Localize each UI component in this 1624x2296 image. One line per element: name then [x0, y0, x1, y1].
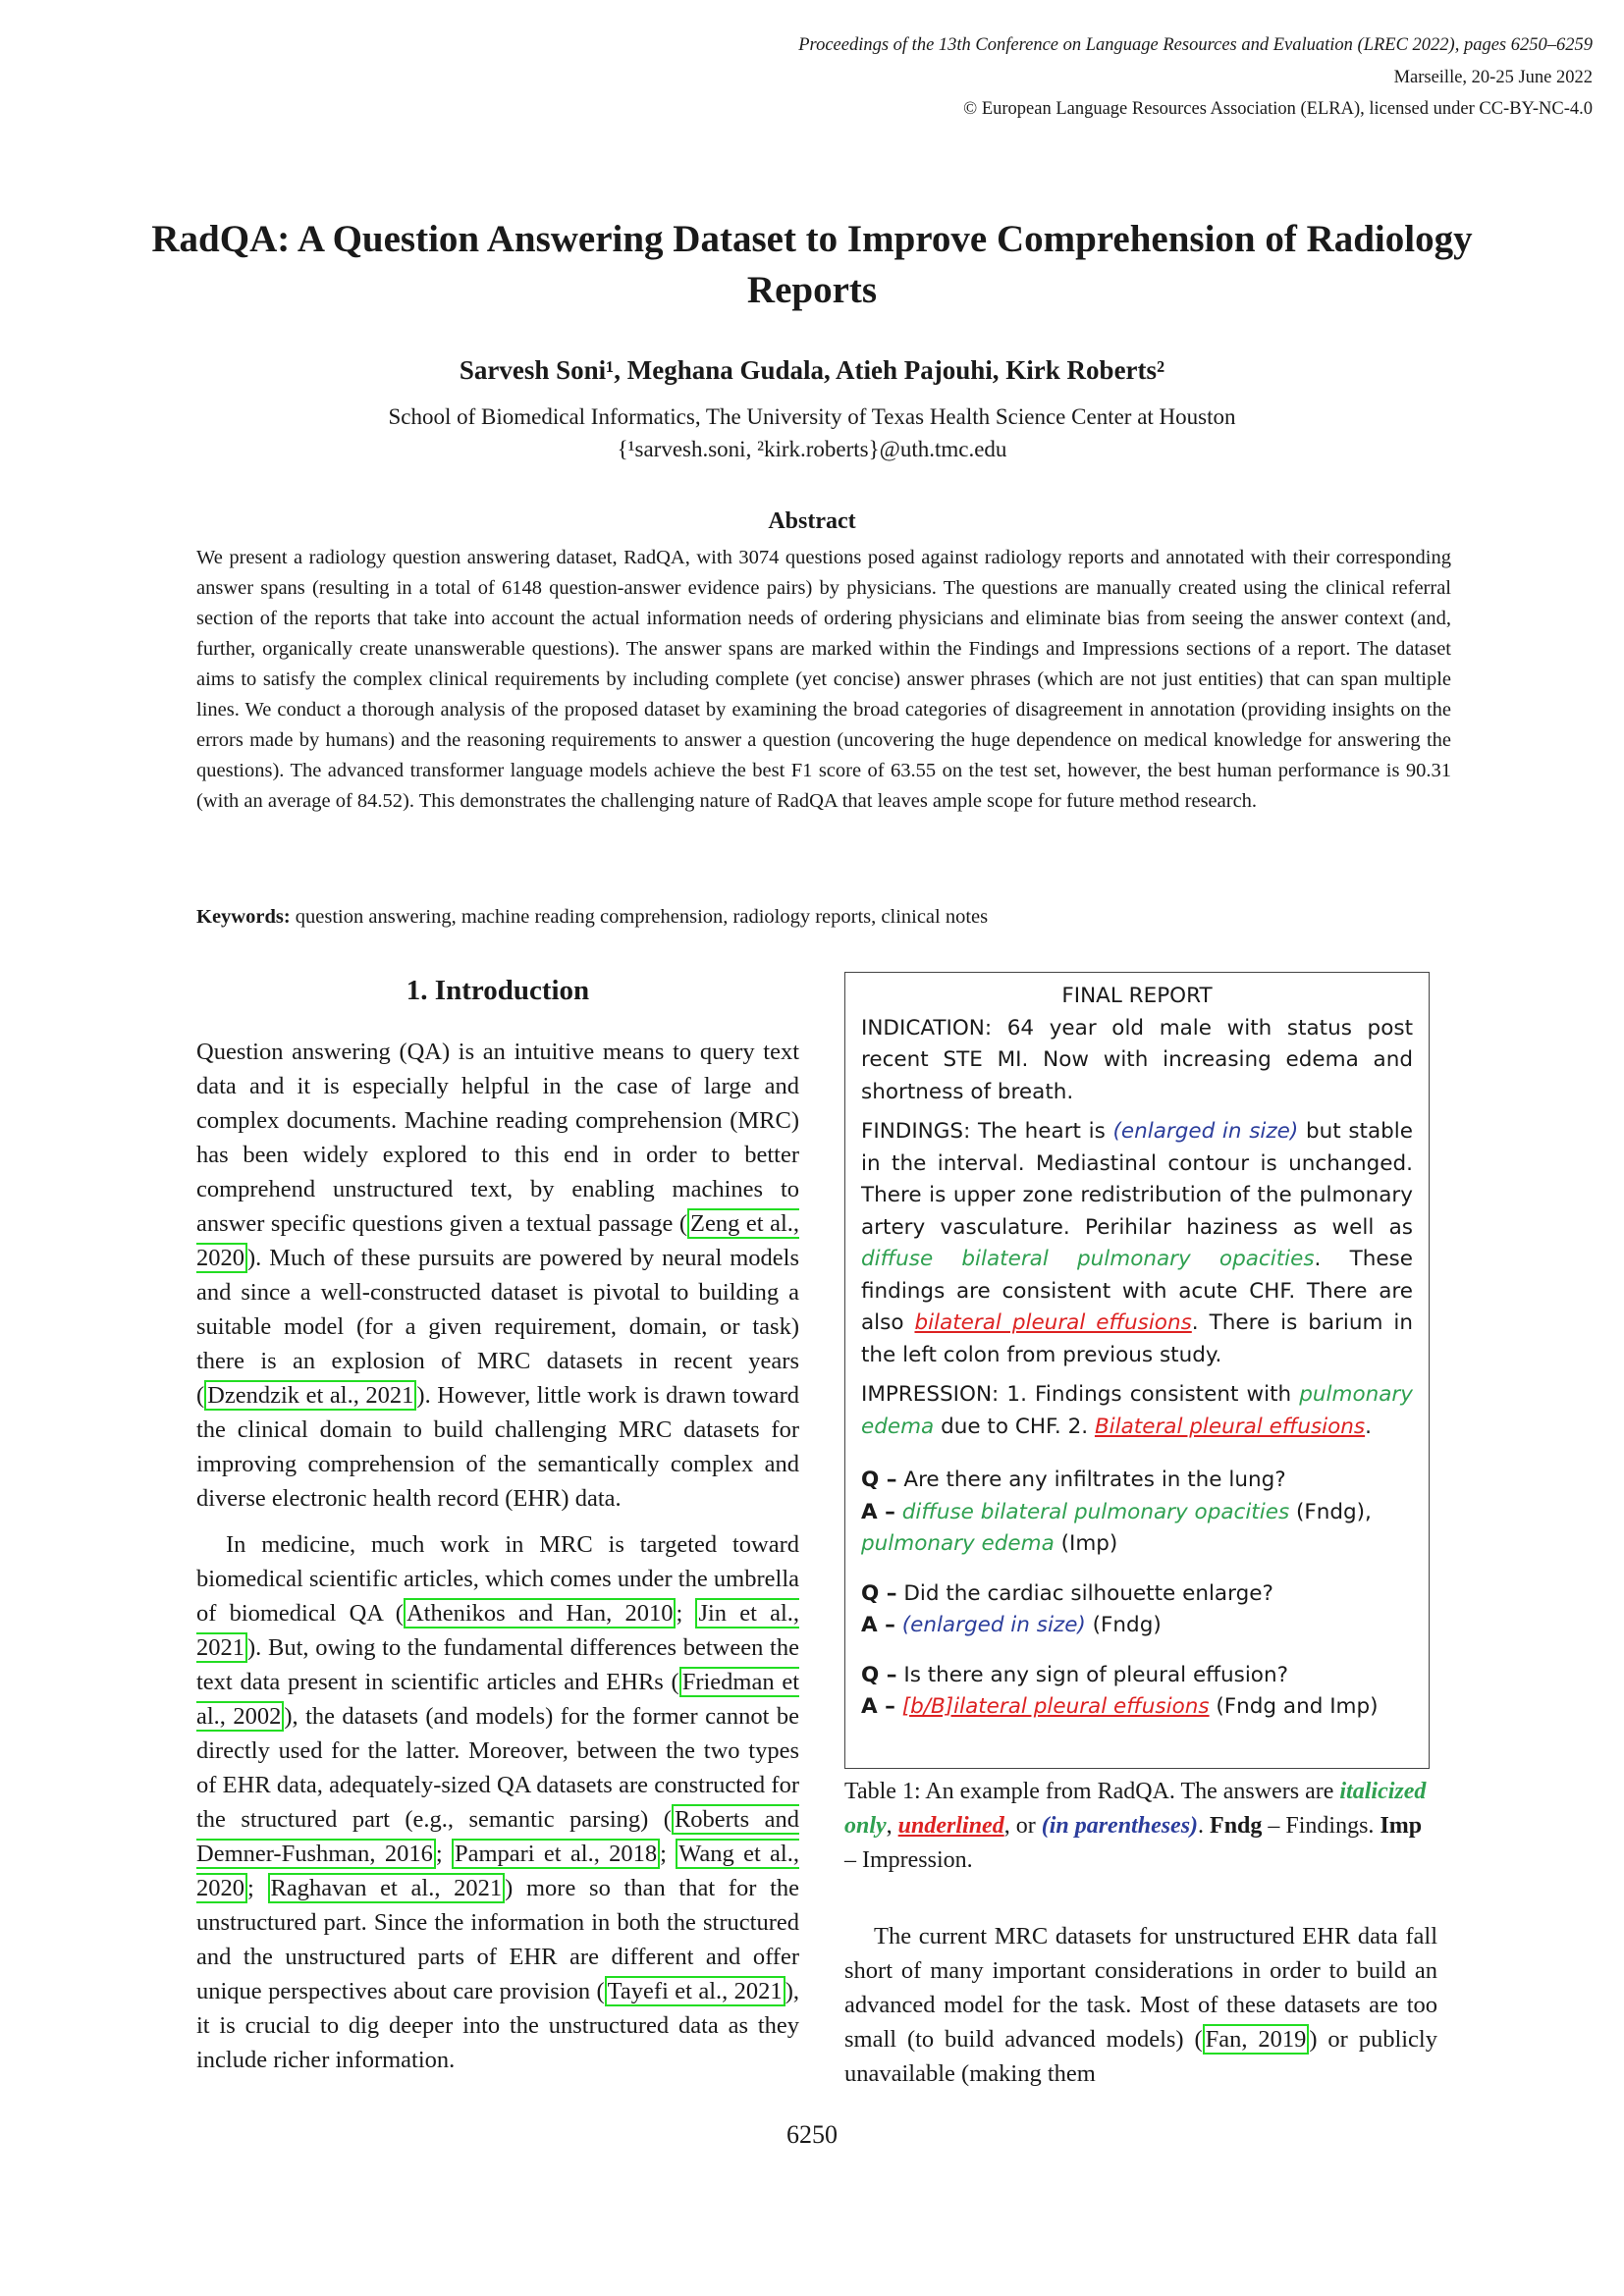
q-label: Q – — [861, 1468, 897, 1492]
keywords — [196, 906, 1451, 929]
qa-pair-2 — [861, 1578, 1413, 1642]
citation-link[interactable]: Tayefi et al., 2021 — [605, 1976, 785, 2006]
report-impression — [861, 1379, 1413, 1443]
legend-red: underlined — [897, 1813, 1004, 1839]
affiliation-line: School of Biomedical Informatics, The University of Texas Health Science Center at Houston — [388, 404, 1236, 429]
text-run: ). But, owing to the fundamental differences between the text data present in scientific articles and EHRs ( — [196, 1634, 799, 1695]
text-run: due to CHF. 2. — [934, 1414, 1095, 1439]
text-run: – Findings. — [1262, 1813, 1380, 1839]
text-run: ), the datasets (and models) for the former cannot be directly used for the latter. Moreover, between the two types of EHR data, adequately-sized QA datasets are constructed for the structured part (e.g., semantic parsing) ( — [196, 1703, 799, 1833]
text-run: (Imp) — [1054, 1531, 1118, 1556]
question-text: Did the cardiac silhouette enlarge? — [903, 1580, 1273, 1606]
text-run: Question answering (QA) is an intuitive means to query text data and it is especially helpful in the case of large and complex documents. Machine reading comprehension (MRC) has been widely explored to this end in order to better comprehend unstructured text, by enabling machines to answer specific questions given a textual passage ( — [196, 1039, 799, 1237]
text-run: (Fndg and Imp) — [1209, 1694, 1379, 1719]
affiliation — [118, 400, 1506, 465]
text-run: (Fndg) — [1085, 1613, 1162, 1637]
text-run: , — [886, 1813, 898, 1839]
header-proceedings: Proceedings of the 13th Conference on Language Resources and Evaluation (LREC 2022), pages 6250–6259 — [798, 35, 1593, 55]
intro-paragraph-1 — [196, 1035, 799, 1516]
abstract-text: We present a radiology question answering dataset, RadQA, with 3074 questions posed against radiology reports and annotated with their corresponding answer spans (resulting in a total of 6148 question-answer evidence pairs) by physicians. The questions are manually created using the clinical referral section of the reports that take into account the actual information needs of ordering physicians and eliminate bias from seeing the answer context (and, further, organically create unanswerable questions). The answer spans are marked within the Findings and Impressions sections of a report. The dataset aims to satisfy the complex clinical requirements by including complete (yet concise) answer phrases (which are not just entities) that can span multiple lines. We conduct a thorough analysis of the proposed dataset by examining the broad categories of disagreement in annotation (providing insights on the errors made by humans) and the reasoning requirements to answer a question (uncovering the huge dependence on medical knowledge for answering the questions). The advanced transformer language models achieve the best F1 score of 63.55 on the test set, however, the best human performance is 90.31 (with an average of 84.52). This demonstrates the challenging nature of RadQA that leaves ample scope for future method research. — [196, 547, 1451, 812]
answer-span-green: pulmonary edema — [861, 1531, 1055, 1556]
citation-link[interactable]: Roberts and Demner-Fushman, 2016 — [196, 1806, 799, 1867]
example-report-box — [844, 972, 1430, 1769]
q-label: Q – — [861, 1580, 897, 1606]
citation-link[interactable]: Wang et al., 2020 — [196, 1841, 799, 1901]
question — [861, 1465, 1413, 1497]
answer-span-red: [b/B]ilateral pleural effusions — [901, 1694, 1210, 1719]
email-line: {¹sarvesh.soni, ²kirk.roberts}@uth.tmc.edu — [617, 437, 1007, 461]
abbr-fndg: Fndg — [1210, 1813, 1263, 1839]
table-caption — [844, 1775, 1437, 1878]
legend-blue: (in parentheses) — [1041, 1813, 1199, 1839]
paper-title: RadQA: A Question Answering Dataset to Improve Comprehension of Radiology Reports — [151, 218, 1473, 311]
text-run: – Impression. — [844, 1847, 973, 1873]
header-license: © European Language Resources Association (ELRA), licensed under CC-BY-NC-4.0 — [963, 99, 1593, 119]
text-run: ; — [435, 1841, 452, 1867]
answer-span-green: diffuse bilateral pulmonary opacities — [861, 1247, 1315, 1271]
answer — [861, 1610, 1413, 1642]
text-run: In medicine, much work in MRC is targeted toward biomedical scientific articles, which comes under the umbrella of biomedical QA ( — [196, 1531, 799, 1627]
text-run: . — [1198, 1813, 1211, 1839]
left-column — [196, 1035, 799, 2089]
text-run: (Fndg), — [1289, 1499, 1372, 1524]
text-run: ) or publicly unavailable (making them — [844, 2026, 1437, 2087]
citation-link[interactable]: Friedman et al., 2002 — [196, 1669, 799, 1730]
report-findings — [861, 1116, 1413, 1371]
citation-link[interactable]: Raghavan et al., 2021 — [268, 1873, 506, 1903]
citation-link[interactable]: Zeng et al., 2020 — [196, 1210, 800, 1271]
keywords-text: question answering, machine reading comprehension, radiology reports, clinical notes — [295, 906, 989, 928]
text-run: The current MRC datasets for unstructured EHR data fall short of many important considerations in order to build an advanced model for the task. Most of these datasets are too small (to build advanced models) ( — [844, 1923, 1437, 2053]
citation-link[interactable]: Dzendzik et al., 2021 — [204, 1380, 416, 1411]
answer-span-blue: (enlarged in size) — [1112, 1119, 1299, 1144]
qa-pair-3 — [861, 1660, 1413, 1724]
text-run: ; — [676, 1600, 696, 1627]
answer-span-red: bilateral pleural effusions — [914, 1310, 1192, 1335]
a-label: A – — [861, 1499, 895, 1524]
text-run: FINDINGS: The heart is — [861, 1119, 1113, 1144]
question — [861, 1578, 1413, 1611]
abbr-imp: Imp — [1380, 1813, 1423, 1839]
a-label: A – — [861, 1613, 895, 1637]
text-run: . These findings are consistent with acute CHF. There are also — [861, 1247, 1413, 1335]
text-run: . — [1365, 1414, 1372, 1439]
question-text: Is there any sign of pleural effusion? — [903, 1662, 1288, 1687]
text-run: ). Much of these pursuits are powered by neural models and since a well-constructed dataset is pivotal to building a suitable model (for a given requirement, domain, or task) there is an explosion of MRC datasets in recent years ( — [196, 1245, 799, 1409]
answer — [861, 1691, 1413, 1724]
answer — [861, 1497, 1413, 1561]
page-number: 6250 — [786, 2120, 838, 2149]
text-run: ). However, little work is drawn toward the clinical domain to build challenging MRC datasets for improving comprehension of the semantically complex and diverse electronic health record (EHR) data. — [196, 1382, 799, 1512]
q-label: Q – — [861, 1662, 897, 1687]
qa-pair-1 — [861, 1465, 1413, 1561]
report-title: FINAL REPORT — [1061, 984, 1213, 1008]
answer-span-green: diffuse bilateral pulmonary opacities — [901, 1499, 1290, 1524]
text-run: ) more so than that for the unstructured part. Since the information in both the structured and the unstructured parts of EHR are different and offer unique perspectives about care provision ( — [196, 1875, 800, 2004]
question — [861, 1660, 1413, 1692]
intro-paragraph-2 — [196, 1527, 799, 2077]
intro-paragraph-3 — [844, 1919, 1437, 2091]
section-heading-introduction: 1. Introduction — [406, 975, 590, 1006]
keywords-label: Keywords: — [196, 906, 291, 928]
legend-green: italicized only — [844, 1779, 1427, 1839]
text-run: . There is barium in the left colon from previous study. — [861, 1310, 1414, 1367]
proceedings-header — [0, 0, 1624, 128]
citation-link[interactable]: Athenikos and Han, 2010 — [404, 1598, 677, 1629]
citation-link[interactable]: Pampari et al., 2018 — [452, 1839, 660, 1869]
answer-span-blue: (enlarged in size) — [901, 1613, 1086, 1637]
abstract-heading: Abstract — [768, 508, 856, 534]
text-run: ; — [247, 1875, 268, 1901]
answer-span-green: pulmonary edema — [861, 1382, 1413, 1439]
author-list: Sarvesh Soni¹, Meghana Gudala, Atieh Pajouhi, Kirk Roberts² — [459, 355, 1165, 385]
citation-link[interactable]: Jin et al., 2021 — [196, 1600, 799, 1661]
answer-span-red: Bilateral pleural effusions — [1094, 1414, 1366, 1439]
right-column-paragraph — [844, 1919, 1437, 2103]
header-location: Marseille, 20-25 June 2022 — [1393, 68, 1593, 87]
report-indication: INDICATION: 64 year old male with status post recent STE MI. Now with increasing edema and shortness of breath. — [861, 1015, 1413, 1104]
a-label: A – — [861, 1694, 895, 1719]
text-run: but stable in the interval. Mediastinal contour is unchanged. There is upper zone redistribution of the pulmonary artery vasculature. Perihilar haziness as well as — [861, 1119, 1413, 1240]
text-run: IMPRESSION: 1. Findings consistent with — [861, 1382, 1300, 1407]
text-run: ), it is crucial to dig deeper into the unstructured data as they include richer information. — [196, 1978, 799, 2073]
text-run: , or — [1003, 1813, 1042, 1839]
text-run: Table 1: An example from RadQA. The answers are — [844, 1779, 1340, 1804]
text-run: ; — [660, 1841, 677, 1867]
question-text: Are there any infiltrates in the lung? — [903, 1468, 1286, 1492]
citation-link[interactable]: Fan, 2019 — [1203, 2024, 1310, 2055]
